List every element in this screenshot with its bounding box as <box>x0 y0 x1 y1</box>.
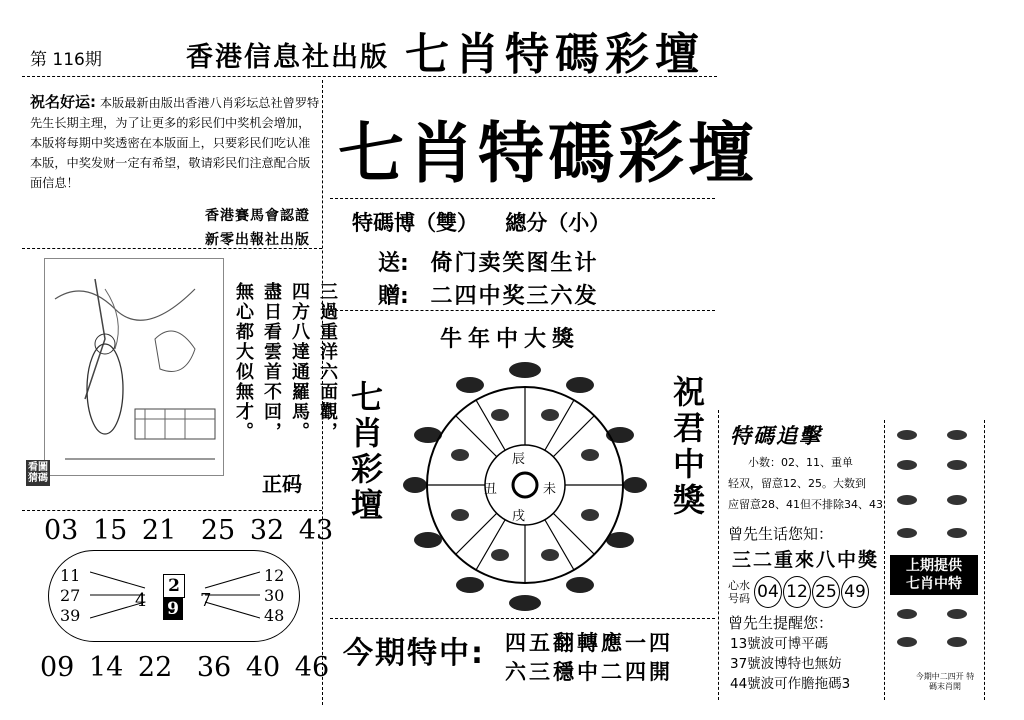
last-issue-footer: 今期中二四开 特碼末肖開 <box>915 672 975 691</box>
send-line <box>378 246 599 277</box>
poem-divider <box>22 510 322 511</box>
this-issue-line-2: 六三穩中二四開 <box>505 660 673 684</box>
wheel-center-label-top: 辰 <box>512 452 526 467</box>
wheel-title: 牛年中大獎 <box>440 327 581 352</box>
special-line-1 <box>352 207 610 237</box>
title-divider <box>330 198 715 199</box>
number: 21 <box>141 515 177 546</box>
pursuit-line-1: 小数：02、11、重单 <box>748 456 853 469</box>
last-issue-label-line-1: 上期提供 <box>906 558 962 574</box>
number: 03 <box>44 515 79 546</box>
wheel-divider <box>330 618 715 619</box>
heart-label: 心水号码 <box>728 579 750 605</box>
remind-lines <box>730 634 850 694</box>
poem-column-2: 四方八達通羅馬。 <box>289 282 310 442</box>
remind-title: 曾先生提醒您： <box>728 614 834 632</box>
number: 40 <box>245 652 281 683</box>
this-issue-label: 今期特中: <box>343 636 485 671</box>
number: 48 <box>264 606 285 625</box>
cert-line-2: 新零出報社出版 <box>205 232 310 248</box>
number: 14 <box>88 652 124 683</box>
remind-line: 13號波可博平碼 <box>730 636 829 652</box>
poem-column-3: 盡日看雲首不回， <box>261 282 282 442</box>
number: 12 <box>264 566 285 585</box>
number: 43 <box>298 515 334 546</box>
number: 22 <box>137 652 173 683</box>
oval-right-numbers <box>264 566 284 626</box>
gift-line <box>378 279 599 310</box>
puzzle-badge: 看圖猜碼 <box>28 462 48 484</box>
send-text: 倚门卖笑图生计 <box>430 251 599 276</box>
last-issue-animals-bottom <box>892 602 980 672</box>
intro-text <box>30 92 322 193</box>
heart-number: 25 <box>812 576 840 608</box>
intro-body: 本版最新由版出香港八肖彩坛总社曾罗特先生长期主理，为了让更多的彩民们中奖机会增加，本版将每期中奖透密在本版面上，只要彩民们吃认准本版，中奖发财一定有希望，敬请彩民们注意配合版面信息！ <box>30 96 320 190</box>
puzzle-picture-frame <box>44 258 224 476</box>
inner-right-number: 7 <box>200 590 212 611</box>
wheel-center-label-left: 丑 <box>484 482 498 497</box>
page-title: 七肖特碼彩壇 <box>405 29 705 80</box>
remind-line: 37號波博特也無妨 <box>730 656 842 672</box>
number-row-bottom <box>40 652 329 683</box>
far-right-edge-v <box>984 420 985 700</box>
special-total-label: 總分（小） <box>505 211 611 235</box>
poem-column-4: 無心都大似無才。 <box>233 282 254 442</box>
big-title: 七肖特碼彩壇 <box>338 114 758 192</box>
wheel-left-vertical: 七肖彩壇 <box>346 380 384 524</box>
special-divider <box>330 310 715 311</box>
far-right-divider-v <box>884 420 885 700</box>
number: 25 <box>200 515 236 546</box>
notice-text: 三二重來八中獎 <box>732 549 880 571</box>
pursuit-line-2: 轻双，留意12、25。大数到 <box>728 477 866 490</box>
gift-text: 二四中奖三六发 <box>430 284 599 309</box>
oval-left-numbers <box>60 566 80 626</box>
notice-title: 曾先生话您知： <box>728 525 834 543</box>
intro-divider <box>22 248 322 249</box>
number: 30 <box>264 586 285 605</box>
poem-column-1: 三過重洋六面觀， <box>317 282 338 442</box>
last-issue-animals-top <box>892 425 980 545</box>
this-issue-line-1: 四五翻轉應一四 <box>505 631 673 655</box>
number: 11 <box>60 566 81 585</box>
number: 46 <box>294 652 330 683</box>
zodiac-wheel <box>400 345 650 615</box>
heart-number: 49 <box>841 576 869 608</box>
intro-heading: 祝名好运: <box>30 93 96 111</box>
center-number-top: 2 <box>163 574 185 598</box>
publisher-name: 香港信息社出版 <box>186 42 389 73</box>
header-divider <box>22 76 717 77</box>
number: 32 <box>249 515 285 546</box>
right-divider-v <box>718 410 719 700</box>
last-issue-label-line-2: 七肖中特 <box>906 576 962 592</box>
inner-left-number: 4 <box>135 590 147 611</box>
remind-line: 44號波可作膽拖碼3 <box>730 676 851 692</box>
last-issue-label <box>890 555 978 595</box>
intro-panel <box>30 92 322 249</box>
puzzle-illustration <box>45 259 223 475</box>
number: 36 <box>196 652 232 683</box>
heart-number: 04 <box>754 576 782 608</box>
number: 27 <box>60 586 81 605</box>
cert-line-1: 香港賽馬會認證 <box>205 208 310 224</box>
number: 09 <box>40 652 75 683</box>
issue-number: 第 116期 <box>30 50 102 70</box>
number: 15 <box>92 515 128 546</box>
number-row-top <box>44 515 333 546</box>
wheel-center-label-bottom: 戌 <box>512 509 526 524</box>
pursuit-title: 特碼追擊 <box>730 424 822 448</box>
send-label: 送: <box>378 251 409 276</box>
number: 39 <box>60 606 81 625</box>
heart-numbers-row <box>728 576 870 608</box>
pursuit-body <box>728 452 883 515</box>
poem-columns <box>230 282 340 472</box>
center-number-bottom: 9 <box>163 598 183 620</box>
wheel-right-vertical: 祝君中獎 <box>668 375 706 519</box>
pursuit-line-3: 应留意28、41但不排除34、43 <box>728 498 883 511</box>
special-code-label: 特碼博（雙） <box>352 211 478 235</box>
wheel-center-label-right: 未 <box>543 482 557 497</box>
poem-label: 正码 <box>262 472 302 496</box>
gift-label: 贈: <box>378 284 409 309</box>
heart-number: 12 <box>783 576 811 608</box>
